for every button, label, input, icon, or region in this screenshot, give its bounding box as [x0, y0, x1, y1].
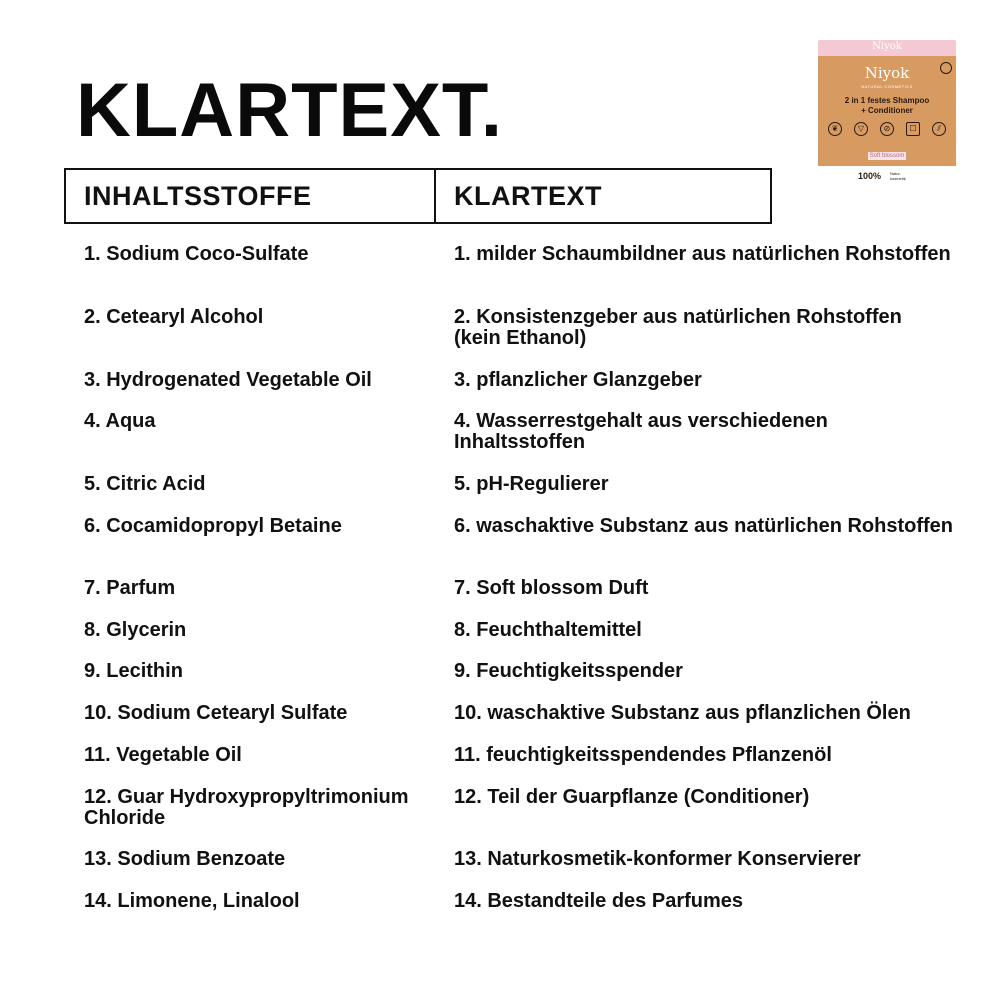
header-klartext: KLARTEXT: [454, 180, 602, 211]
product-lid: [818, 40, 956, 56]
ingredient-explanation: 7. Soft blossom Duft: [454, 577, 649, 599]
ingredient-name: 3. Hydrogenated Vegetable Oil: [84, 369, 372, 391]
ingredient-name: 10. Sodium Cetearyl Sulfate: [84, 702, 348, 724]
table-header: [64, 168, 772, 224]
product-percent: 100%: [858, 171, 882, 181]
product-brand: Niyok: [864, 64, 910, 82]
vegan-icon: ▽: [854, 122, 868, 136]
kosmetik-label: kosmetik: [890, 176, 906, 181]
ingredient-name: 8. Glycerin: [84, 619, 187, 641]
product-name-line1: 2 in 1 festes Shampoo: [844, 96, 930, 105]
ingredient-explanation: 6. waschaktive Substanz aus natürlichen Rohstoffen: [454, 515, 954, 537]
no-plastic-icon: ⊘: [880, 122, 894, 136]
ingredient-name: 13. Sodium Benzoate: [84, 848, 286, 870]
product-name-line2: + Conditioner: [861, 106, 913, 115]
ingredient-name: 2. Cetearyl Alcohol: [84, 306, 264, 328]
product-natur-kosmetik: [890, 171, 906, 181]
ingredient-name: 12. Guar Hydroxypropyltrimonium Chloride: [84, 786, 409, 829]
ingredient-explanation: 11. feuchtigkeitsspendendes Pflanzenöl: [454, 744, 832, 766]
product-variant: Soft blossom: [869, 153, 905, 159]
natur-label: Natur-: [890, 171, 902, 176]
ingredient-explanation: 5. pH-Regulierer: [454, 473, 609, 495]
product-band: [818, 166, 956, 188]
ingredient-explanation: 3. pflanzlicher Glanzgeber: [454, 369, 702, 391]
ingredient-name: 14. Limonene, Linalool: [84, 890, 300, 912]
ingredient-explanation: 12. Teil der Guarpflanze (Conditioner): [454, 786, 810, 808]
ingredient-explanation: 14. Bestandteile des Parfumes: [454, 890, 744, 912]
skin-neutral-icon: ☐: [906, 122, 920, 136]
ingredient-explanation: 2. Konsistenzgeber aus natürlichen Rohstoffen (kein Ethanol): [454, 306, 902, 349]
product-badges: [828, 122, 946, 140]
ingredient-name: 4. Aqua: [84, 410, 156, 432]
ingredient-name: 9. Lecithin: [84, 660, 183, 682]
lid-brand: Niyok: [872, 41, 902, 52]
ingredient-explanation: 9. Feuchtigkeitsspender: [454, 660, 683, 682]
ingredient-name: 1. Sodium Coco-Sulfate: [84, 243, 309, 265]
product-subtitle: NATURAL COSMETICS: [861, 84, 913, 89]
ingredient-name: 6. Cocamidopropyl Betaine: [84, 515, 342, 537]
page-title: KLARTEXT.: [76, 68, 503, 153]
product-name: [818, 96, 956, 116]
ingredient-name: 5. Citric Acid: [84, 473, 206, 495]
ingredient-explanation: 10. waschaktive Substanz aus pflanzlichen Ölen: [454, 702, 911, 724]
ingredient-name: 11. Vegetable Oil: [84, 744, 242, 766]
ingredient-explanation: 1. milder Schaumbildner aus natürlichen Rohstoffen: [454, 243, 951, 265]
ingredient-explanation: 4. Wasserrestgehalt aus verschiedenen Inhaltsstoffen: [454, 410, 828, 453]
product-image: [818, 40, 956, 188]
leaf-icon: ❦: [828, 122, 842, 136]
header-ingredients: INHALTSSTOFFE: [66, 170, 436, 222]
ingredient-explanation: 8. Feuchthaltemittel: [454, 619, 642, 641]
ingredient-explanation: 13. Naturkosmetik-konformer Konservierer: [454, 848, 861, 870]
comb-icon: ⫽: [932, 122, 946, 136]
ingredient-name: 7. Parfum: [84, 577, 176, 599]
